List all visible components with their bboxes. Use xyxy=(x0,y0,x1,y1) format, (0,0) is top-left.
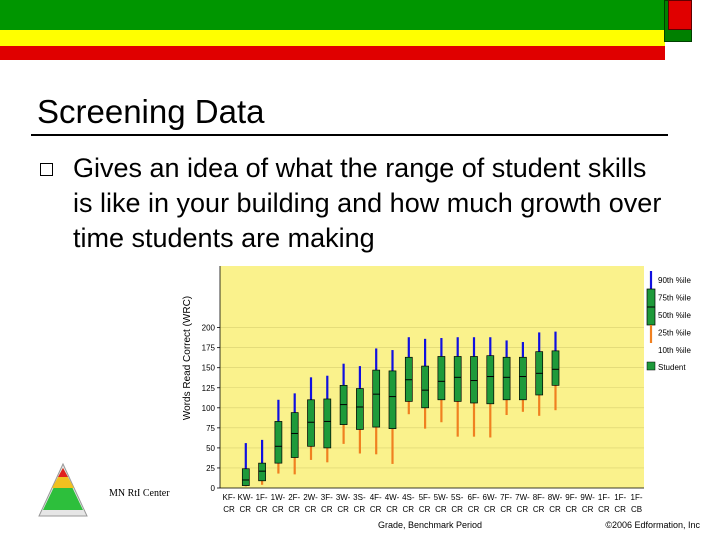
box-iqr xyxy=(242,469,249,486)
logo-label: MN RtI Center xyxy=(109,488,170,499)
x-tick-label-suffix: CR xyxy=(418,505,431,514)
x-tick-label-suffix: CB xyxy=(630,505,643,514)
x-tick-label-suffix: CR xyxy=(223,505,235,514)
x-tick-label-suffix: CR xyxy=(337,505,349,514)
y-tick-label: 150 xyxy=(201,363,215,373)
x-tick-label: 7F- xyxy=(500,493,513,502)
box-iqr xyxy=(356,389,363,430)
x-tick-label-suffix: CR xyxy=(272,505,284,514)
x-tick-label-suffix: CR xyxy=(451,505,463,514)
x-tick-label: 3F- xyxy=(320,493,333,502)
x-tick-label-suffix: CR xyxy=(304,505,317,514)
box-iqr xyxy=(503,357,510,400)
slide-title: Screening Data xyxy=(37,93,265,130)
box-iqr xyxy=(454,356,461,401)
box-iqr xyxy=(471,356,478,403)
x-tick-label: 8F- xyxy=(532,493,545,502)
y-tick-label: 25 xyxy=(206,463,215,473)
box-iqr xyxy=(438,356,445,399)
legend-student-swatch xyxy=(647,362,655,370)
x-tick-label-suffix: CR xyxy=(549,505,561,514)
x-tick-label: 9W- xyxy=(580,493,595,502)
x-tick-label: 7W- xyxy=(515,493,530,502)
x-tick-label: 2W- xyxy=(303,493,318,502)
x-tick-label-suffix: CR xyxy=(484,505,496,514)
x-tick-label-suffix: CR xyxy=(369,505,382,514)
y-tick-label: 50 xyxy=(206,443,215,453)
y-tick-label: 125 xyxy=(201,383,215,393)
x-tick-label-suffix: CR xyxy=(402,505,415,514)
x-tick-label-suffix: CR xyxy=(288,505,300,514)
box-iqr xyxy=(308,400,315,447)
x-tick-label: 3W- xyxy=(335,493,351,502)
legend-entry: 10th %ile xyxy=(658,346,691,355)
legend-entry: Student xyxy=(658,363,686,372)
box-iqr xyxy=(552,351,559,385)
bullet-text: Gives an idea of what the range of student skills is like in your building and how much growth over time students are making xyxy=(73,153,662,253)
y-axis-label: Words Read Correct (WRC) xyxy=(182,295,193,421)
plot-area xyxy=(220,266,644,488)
legend-entry: 25th %ile xyxy=(658,328,691,338)
x-tick-label-suffix: CR xyxy=(255,505,268,514)
x-tick-label-suffix: CR xyxy=(435,505,447,514)
box-iqr xyxy=(422,366,429,408)
mn-rti-logo xyxy=(35,462,91,522)
x-tick-label-suffix: CR xyxy=(386,505,398,514)
x-tick-label: 6W- xyxy=(482,493,498,502)
x-tick-label: 4W- xyxy=(384,493,400,502)
y-tick-label: 75 xyxy=(206,423,215,433)
box-iqr xyxy=(275,421,282,463)
y-tick-label: 175 xyxy=(201,343,215,353)
x-tick-label: 2F- xyxy=(288,493,301,502)
x-tick-label-suffix: CR xyxy=(353,505,366,514)
box-iqr xyxy=(519,357,526,400)
legend-entry: 75th %ile xyxy=(658,293,691,303)
x-tick-label: 6F- xyxy=(467,493,480,502)
x-tick-label-suffix: CR xyxy=(581,505,594,514)
x-tick-label-suffix: CR xyxy=(239,505,252,514)
box-iqr xyxy=(291,413,298,458)
box-iqr xyxy=(487,356,494,404)
x-tick-label: 1F- xyxy=(630,493,643,502)
x-tick-label: KF- xyxy=(222,493,236,502)
x-tick-label: 8W- xyxy=(547,493,563,502)
x-tick-label: 1W- xyxy=(270,493,286,502)
x-tick-label-suffix: CR xyxy=(598,505,610,514)
x-tick-label: 5W- xyxy=(433,493,449,502)
box-iqr xyxy=(373,370,380,427)
x-tick-label: KW- xyxy=(237,493,254,502)
x-tick-label: 4S- xyxy=(402,493,415,502)
x-tick-label-suffix: CR xyxy=(500,505,512,514)
x-tick-label: 5F- xyxy=(418,493,431,502)
legend-entry: 50th %ile xyxy=(658,311,691,320)
x-tick-label-suffix: CR xyxy=(321,505,333,514)
x-axis-label: Grade, Benchmark Period xyxy=(377,520,483,530)
x-tick-label: 9F- xyxy=(565,493,578,502)
x-tick-label-suffix: CR xyxy=(532,505,545,514)
y-tick-label: 200 xyxy=(201,323,215,333)
x-tick-label: 1F- xyxy=(597,493,610,502)
x-tick-label: 1F- xyxy=(614,493,627,502)
x-tick-label-suffix: CR xyxy=(614,505,626,514)
y-tick-label: 0 xyxy=(210,484,215,493)
y-tick-label: 100 xyxy=(201,403,215,413)
x-tick-label: 1F- xyxy=(255,493,268,502)
x-tick-label: 3S- xyxy=(353,493,366,502)
copyright-text: ©2006 Edformation, Inc xyxy=(605,520,700,530)
x-tick-label-suffix: CR xyxy=(516,505,529,514)
x-tick-label: 5S- xyxy=(450,493,464,502)
x-tick-label-suffix: CR xyxy=(467,505,480,514)
box-iqr xyxy=(324,399,331,448)
box-iqr xyxy=(389,371,396,429)
x-tick-label: 4F- xyxy=(369,493,382,502)
box-iqr xyxy=(259,463,266,481)
legend-entry: 90th %ile xyxy=(658,276,691,285)
x-tick-label-suffix: CR xyxy=(565,505,578,514)
